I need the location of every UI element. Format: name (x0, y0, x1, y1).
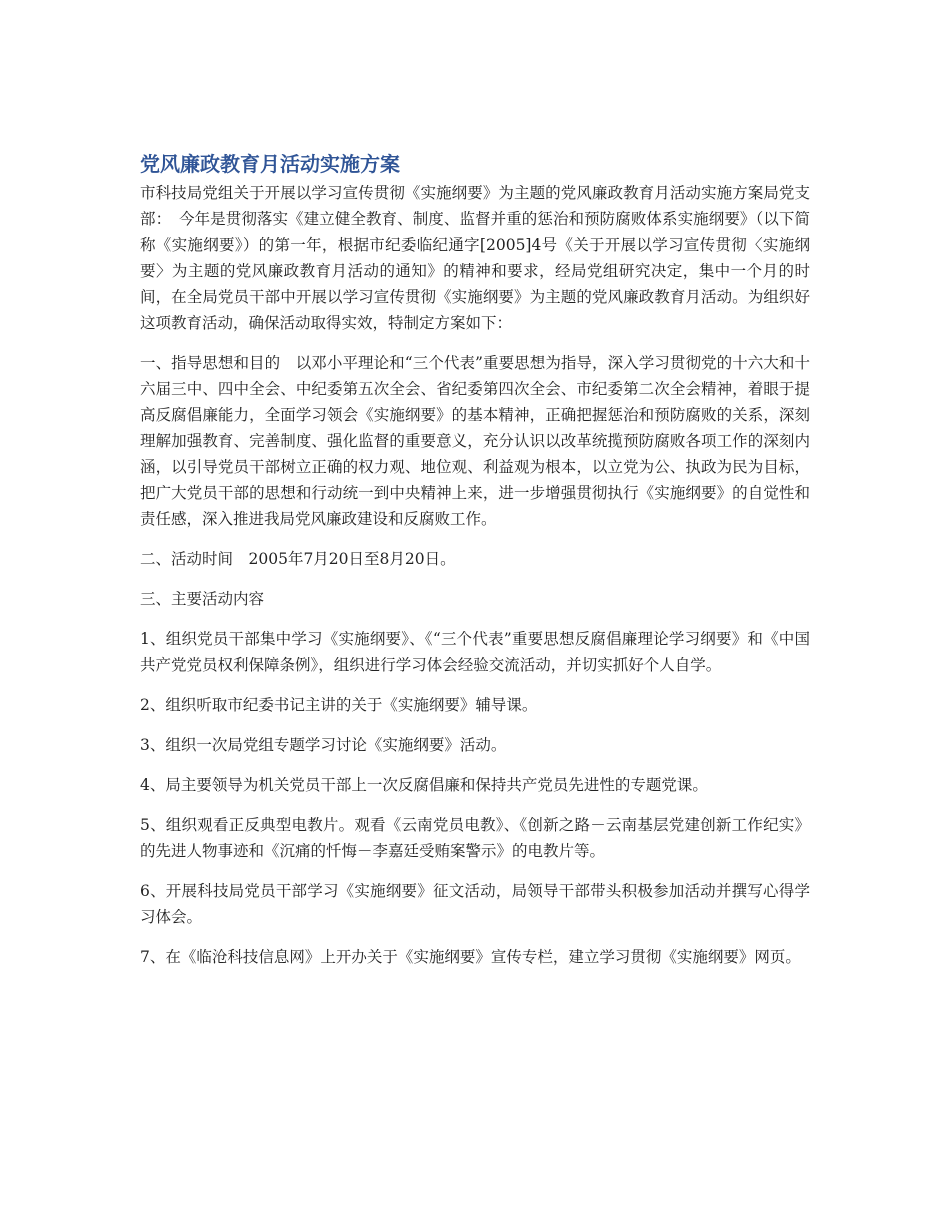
paragraph-item-2: 2、组织听取市纪委书记主讲的关于《实施纲要》辅导课。 (140, 696, 538, 714)
paragraph-main-content-heading: 三、主要活动内容 (140, 590, 265, 608)
paragraph-item-5: 5、组织观看正反典型电教片。观看《云南党员电教》、《创新之路－云南基层党建创新工作纪实》的先进人物事迹和《沉痛的忏悔－李嘉廷受贿案警示》的电教片等。 (140, 816, 810, 860)
document-title: 党风廉政教育月活动实施方案 (140, 152, 400, 176)
paragraph-item-1: 1、组织党员干部集中学习《实施纲要》、《“三个代表”重要思想反腐倡廉理论学习纲要》和《中国共产党党员权利保障条例》，组织进行学习体会经验交流活动，并切实抓好个人自学。 (140, 630, 810, 674)
paragraph-intro: 市科技局党组关于开展以学习宣传贯彻《实施纲要》为主题的党风廉政教育月活动实施方案局党支部： 今年是贯彻落实《建立健全教育、制度、监督并重的惩治和预防腐败体系实施纲要》（以下简称《实施纲要》）的第一年，根据市纪委临纪通字[2005]4号《关于开展以学习宣传贯彻〈实施纲要〉为主题的党风廉政教育月活动的通知》的精神和要求，经局党组研究决定，集中一个月的时间，在全局党员干部中开展以学习宣传贯彻《实施纲要》为主题的党风廉政教育月活动。为组织好这项教育活动，确保活动取得实效，特制定方案如下： (140, 184, 810, 332)
paragraph-item-3: 3、组织一次局党组专题学习讨论《实施纲要》活动。 (140, 736, 507, 754)
paragraph-guiding-ideology: 一、指导思想和目的 以邓小平理论和“三个代表”重要思想为指导，深入学习贯彻党的十六大和十六届三中、四中全会、中纪委第五次全会、省纪委第四次全会、市纪委第二次全会精神，着眼于提高反腐倡廉能力，全面学习领会《实施纲要》的基本精神，正确把握惩治和预防腐败的关系，深刻理解加强教育、完善制度、强化监督的重要意义，充分认识以改革统揽预防腐败各项工作的深刻内涵，以引导党员干部树立正确的权力观、地位观、利益观为根本，以立党为公、执政为民为目标，把广大党员干部的思想和行动统一到中央精神上来，进一步增强贯彻执行《实施纲要》的自觉性和责任感，深入推进我局党风廉政建设和反腐败工作。 (140, 354, 810, 528)
paragraph-item-6: 6、开展科技局党员干部学习《实施纲要》征文活动，局领导干部带头积极参加活动并撰写心得学习体会。 (140, 882, 810, 926)
paragraph-item-7: 7、在《临沧科技信息网》上开办关于《实施纲要》宣传专栏，建立学习贯彻《实施纲要》网页。 (140, 948, 801, 966)
paragraph-activity-time: 二、活动时间 2005年7月20日至8月20日。 (140, 550, 456, 568)
document-page (140, 148, 810, 984)
paragraph-item-4: 4、局主要领导为机关党员干部上一次反腐倡廉和保持共产党员先进性的专题党课。 (140, 776, 708, 794)
